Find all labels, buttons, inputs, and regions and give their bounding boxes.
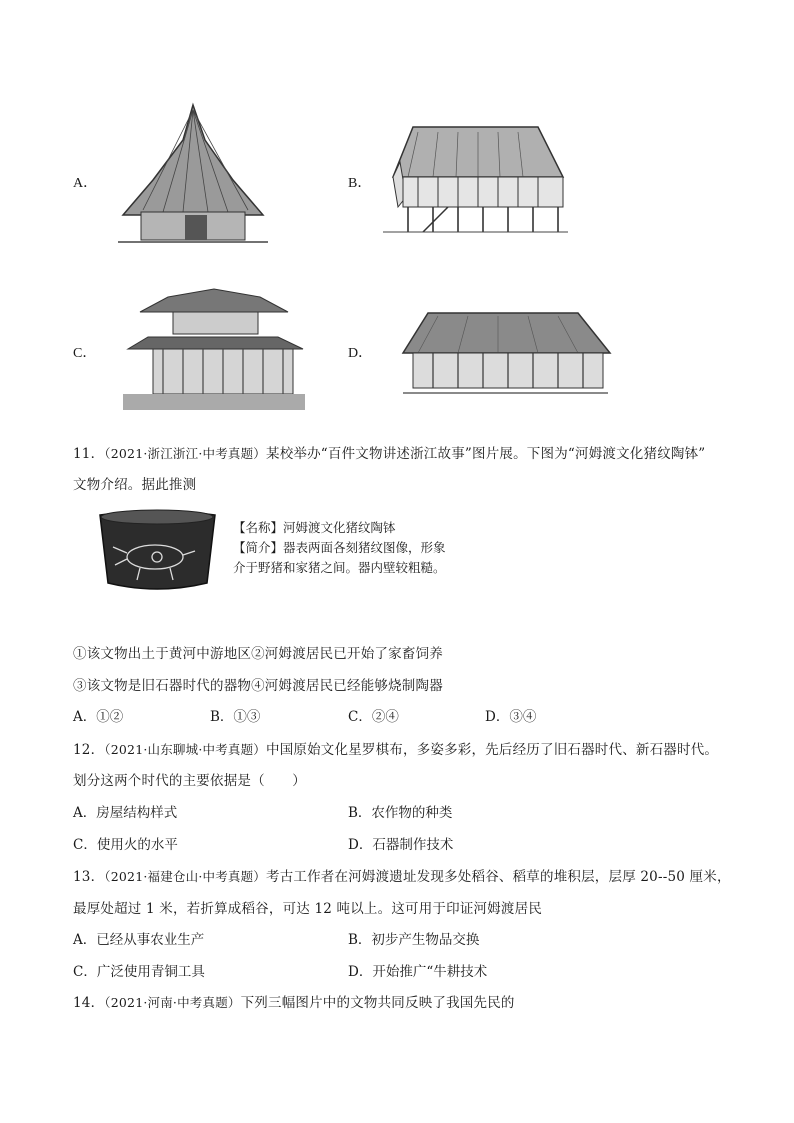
q11-statement2: ③该文物是旧石器时代的器物④河姆渡居民已经能够烧制陶器 bbox=[73, 678, 443, 694]
question-source: （2021·福建仓山·中考真题） bbox=[104, 869, 266, 884]
question-source: （2021·河南·中考真题） bbox=[104, 995, 241, 1010]
question-stem: 下列三幅图片中的文物共同反映了我国先民的 bbox=[240, 995, 515, 1011]
question-source: （2021·浙江浙江·中考真题） bbox=[104, 446, 266, 461]
q13-option-d[interactable]: D．开始推广“牛耕技术 bbox=[348, 964, 488, 980]
q11-option-c[interactable]: C．②④ bbox=[348, 709, 399, 725]
option-a-label: A． bbox=[73, 176, 98, 191]
question-number: 12． bbox=[73, 742, 105, 758]
question-source: （2021·山东聊城·中考真题） bbox=[104, 742, 266, 757]
artifact-intro-row2: 介于野猪和家猪之间。器内壁较粗糙。 bbox=[233, 560, 446, 575]
artifact-name-value: 河姆渡文化猪纹陶钵 bbox=[283, 520, 396, 535]
artifact-intro-row bbox=[233, 538, 446, 558]
q12-option-c[interactable]: C．使用火的水平 bbox=[73, 837, 178, 853]
q12-option-d[interactable]: D．石器制作技术 bbox=[348, 837, 454, 853]
q11-stem-line2: 文物介绍。据此推测 bbox=[73, 477, 197, 493]
q11-option-a[interactable]: A．①② bbox=[73, 709, 124, 725]
q12-option-b[interactable]: B．农作物的种类 bbox=[348, 805, 453, 821]
artifact-name-label: 【名称】 bbox=[233, 520, 284, 535]
option-d-label: D． bbox=[348, 346, 373, 361]
q13-stem-line1 bbox=[73, 865, 731, 885]
question-stem: 考古工作者在河姆渡遗址发现多处稻谷、稻草的堆积层，层厚 20--50 厘米， bbox=[266, 869, 731, 885]
option-b-label: B． bbox=[348, 176, 372, 191]
question-stem: 某校举办“百件文物讲述浙江故事”图片展。下图为“河姆渡文化猪纹陶钵” bbox=[266, 446, 706, 462]
thatched-hall-image bbox=[398, 308, 613, 403]
q11-statement1: ①该文物出土于黄河中游地区②河姆渡居民已开始了家畜饲养 bbox=[73, 646, 443, 662]
q14-stem-line1 bbox=[73, 991, 515, 1011]
q12-stem-line1 bbox=[73, 738, 718, 758]
q11-stem-line1 bbox=[73, 442, 705, 462]
q13-option-a[interactable]: A．已经从事农业生产 bbox=[73, 932, 205, 948]
q12-option-a[interactable]: A．房屋结构样式 bbox=[73, 805, 178, 821]
question-number: 14． bbox=[73, 995, 105, 1011]
question-number: 13． bbox=[73, 869, 105, 885]
artifact-name-row bbox=[233, 518, 446, 538]
pottery-bowl-image bbox=[95, 505, 220, 597]
artifact-intro-value: 器表两面各刻猪纹图像，形象 bbox=[283, 540, 446, 555]
q11-option-b[interactable]: B．①③ bbox=[210, 709, 261, 725]
q13-stem-line2: 最厚处超过 1 米，若折算成稻谷，可达 12 吨以上。这可用于印证河姆渡居民 bbox=[73, 901, 543, 917]
thatched-hut-image bbox=[113, 100, 273, 248]
question-number: 11． bbox=[73, 446, 105, 462]
question-stem: 中国原始文化星罗棋布，多姿多彩，先后经历了旧石器时代、新石器时代。 bbox=[266, 742, 719, 758]
q11-option-d[interactable]: D．③④ bbox=[485, 709, 537, 725]
artifact-card bbox=[233, 518, 446, 578]
stilt-house-image bbox=[378, 122, 570, 237]
option-c-label: C． bbox=[73, 346, 97, 361]
q13-option-c[interactable]: C．广泛使用青铜工具 bbox=[73, 964, 205, 980]
q13-option-b[interactable]: B．初步产生物品交换 bbox=[348, 932, 480, 948]
q12-stem-line2: 划分这两个时代的主要依据是（ ） bbox=[73, 773, 306, 789]
artifact-intro-label: 【简介】 bbox=[233, 540, 284, 555]
palace-building-image bbox=[118, 287, 310, 412]
